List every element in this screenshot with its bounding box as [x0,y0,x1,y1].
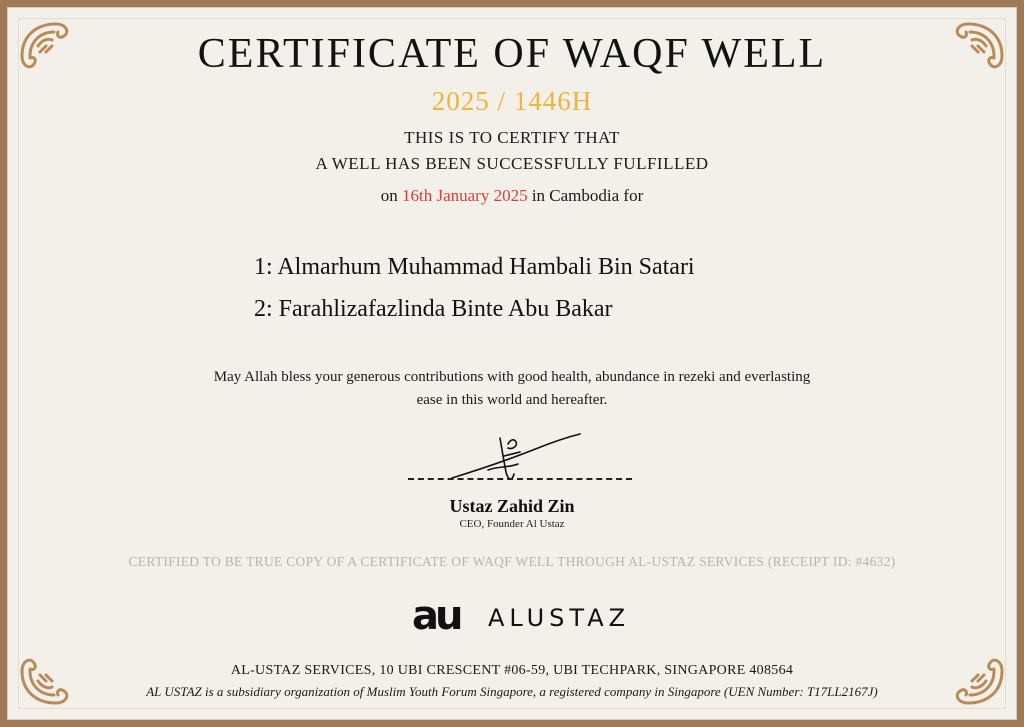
blessing-line: May Allah bless your generous contributions with good health, abundance in rezeki and everlasting [213,369,811,385]
blessing-line: ease in this world and hereafter. [416,392,608,408]
subsidiary-note: AL USTAZ is a subsidiary organization of Muslim Youth Forum Singapore, a registered company in Singapore (UEN Number: T17LL2167J) [146,684,878,699]
signer-title: CEO, Founder Al Ustaz [459,518,565,530]
blessing-text [8,366,1016,412]
alustaz-logo-icon [412,598,478,634]
date-prefix: on [380,186,402,205]
corner-ornament-icon [944,647,1008,711]
recipient-names [254,246,695,330]
certificate-title: CERTIFICATE OF WAQF WELL [197,31,827,77]
date-location-line [8,186,1016,206]
logo-wordmark: ALUSTAZ [488,604,631,632]
certified-note: CERTIFIED TO BE TRUE COPY OF A CERTIFICATE OF WAQF WELL THROUGH AL-USTAZ SERVICES (RECEIPT ID: #4632) [128,554,896,569]
location-suffix: in Cambodia for [527,186,644,205]
recipient-name: 1: Almarhum Muhammad Hambali Bin Satari [254,254,695,280]
fulfilled-date: 16th January 2025 [401,186,528,205]
signature-line [408,478,632,480]
signature-mark [448,426,588,486]
recipient-name: 2: Farahlizafazlinda Binte Abu Bakar [254,296,613,322]
company-address: AL-USTAZ SERVICES, 10 UBI CRESCENT #06-59, UBI TECHPARK, SINGAPORE 408564 [230,663,794,678]
fulfilled-line: A WELL HAS BEEN SUCCESSFULLY FULFILLED [315,154,709,173]
signer-name: Ustaz Zahid Zin [449,496,575,516]
certificate-year: 2025 / 1446H [431,86,593,116]
svg-text:au: au [412,598,460,634]
certify-line: THIS IS TO CERTIFY THAT [404,128,620,147]
corner-ornament-icon [16,647,80,711]
certificate-paper [7,7,1017,720]
